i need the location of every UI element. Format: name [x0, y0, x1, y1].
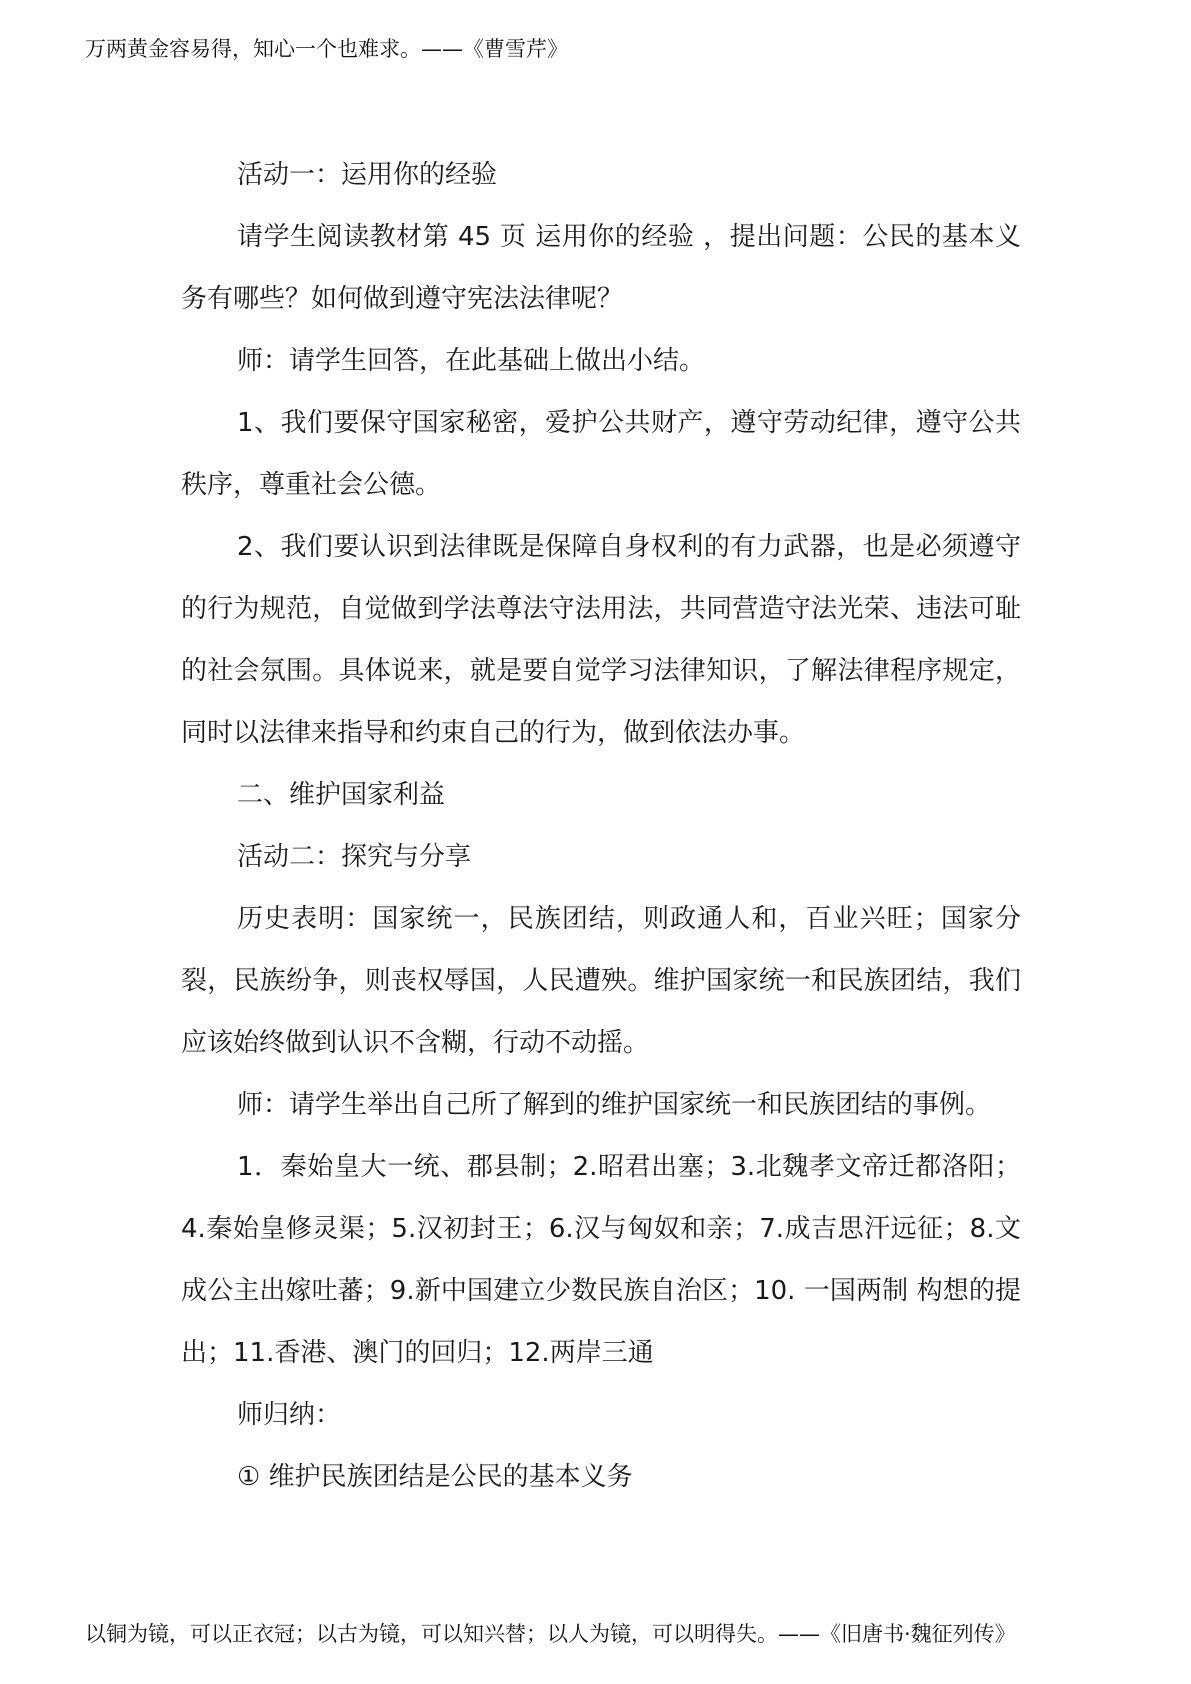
paragraph-point-two: 2、我们要认识到法律既是保障自身权利的有力武器，也是必须遵守的行为规范，自觉做到学法尊法守法用法，共同营造守法光荣、违法可耻的社会氛围。具体说来，就是要自觉学习法律知识，了解法律程序规定，同时以法律来指导和约束自己的行为，做到依法办事。: [181, 532, 1021, 748]
paragraph-activity-one-title: 活动一：运用你的经验: [237, 160, 498, 190]
paragraph-point-one: 1、我们要保守国家秘密，爱护公共财产，遵守劳动纪律，遵守公共秩序，尊重社会公德。: [181, 408, 1021, 500]
paragraph-teacher-conclusion: 师归纳：: [237, 1400, 342, 1430]
paragraph-examples-list: 1．秦始皇大一统、郡县制；2.昭君出塞；3.北魏孝文帝迁都洛阳；4.秦始皇修灵渠；5.汉初封王；6.汉与匈奴和亲；7.成吉思汗远征；8.文成公主出嫁吐蕃；9.新中国建立少数民族自治区；10. 一国两制 构想的提出；11.香港、澳门的回归；12.两岸三通: [181, 1152, 1021, 1368]
paragraph-teacher-summary-intro: 师：请学生回答，在此基础上做出小结。: [237, 346, 706, 376]
paragraph-activity-two-title: 活动二：探究与分享: [237, 842, 472, 872]
paragraph-teacher-examples-prompt: 师：请学生举出自己所了解到的维护国家统一和民族团结的事例。: [237, 1090, 992, 1120]
footer-quote: 以铜为镜，可以正衣冠；以古为镜，可以知兴替；以人为镜，可以明得失。——《旧唐书·魏征列传》: [85, 1622, 1016, 1646]
header-quote: 万两黄金容易得，知心一个也难求。——《曹雪芹》: [85, 37, 568, 61]
paragraph-history-statement: 历史表明：国家统一，民族团结，则政通人和，百业兴旺；国家分裂，民族纷争，则丧权辱国，人民遭殃。维护国家统一和民族团结，我们应该始终做到认识不含糊，行动不动摇。: [181, 904, 1021, 1058]
paragraph-section-two-heading: 二、维护国家利益: [237, 780, 446, 810]
body-text: [181, 144, 1021, 1508]
paragraph-conclusion-item-one: ① 维护民族团结是公民的基本义务: [237, 1462, 633, 1492]
paragraph-reading-task: 请学生阅读教材第 45 页 运用你的经验 ，提出问题：公民的基本义务有哪些？如何做到遵守宪法法律呢？: [181, 222, 1021, 314]
